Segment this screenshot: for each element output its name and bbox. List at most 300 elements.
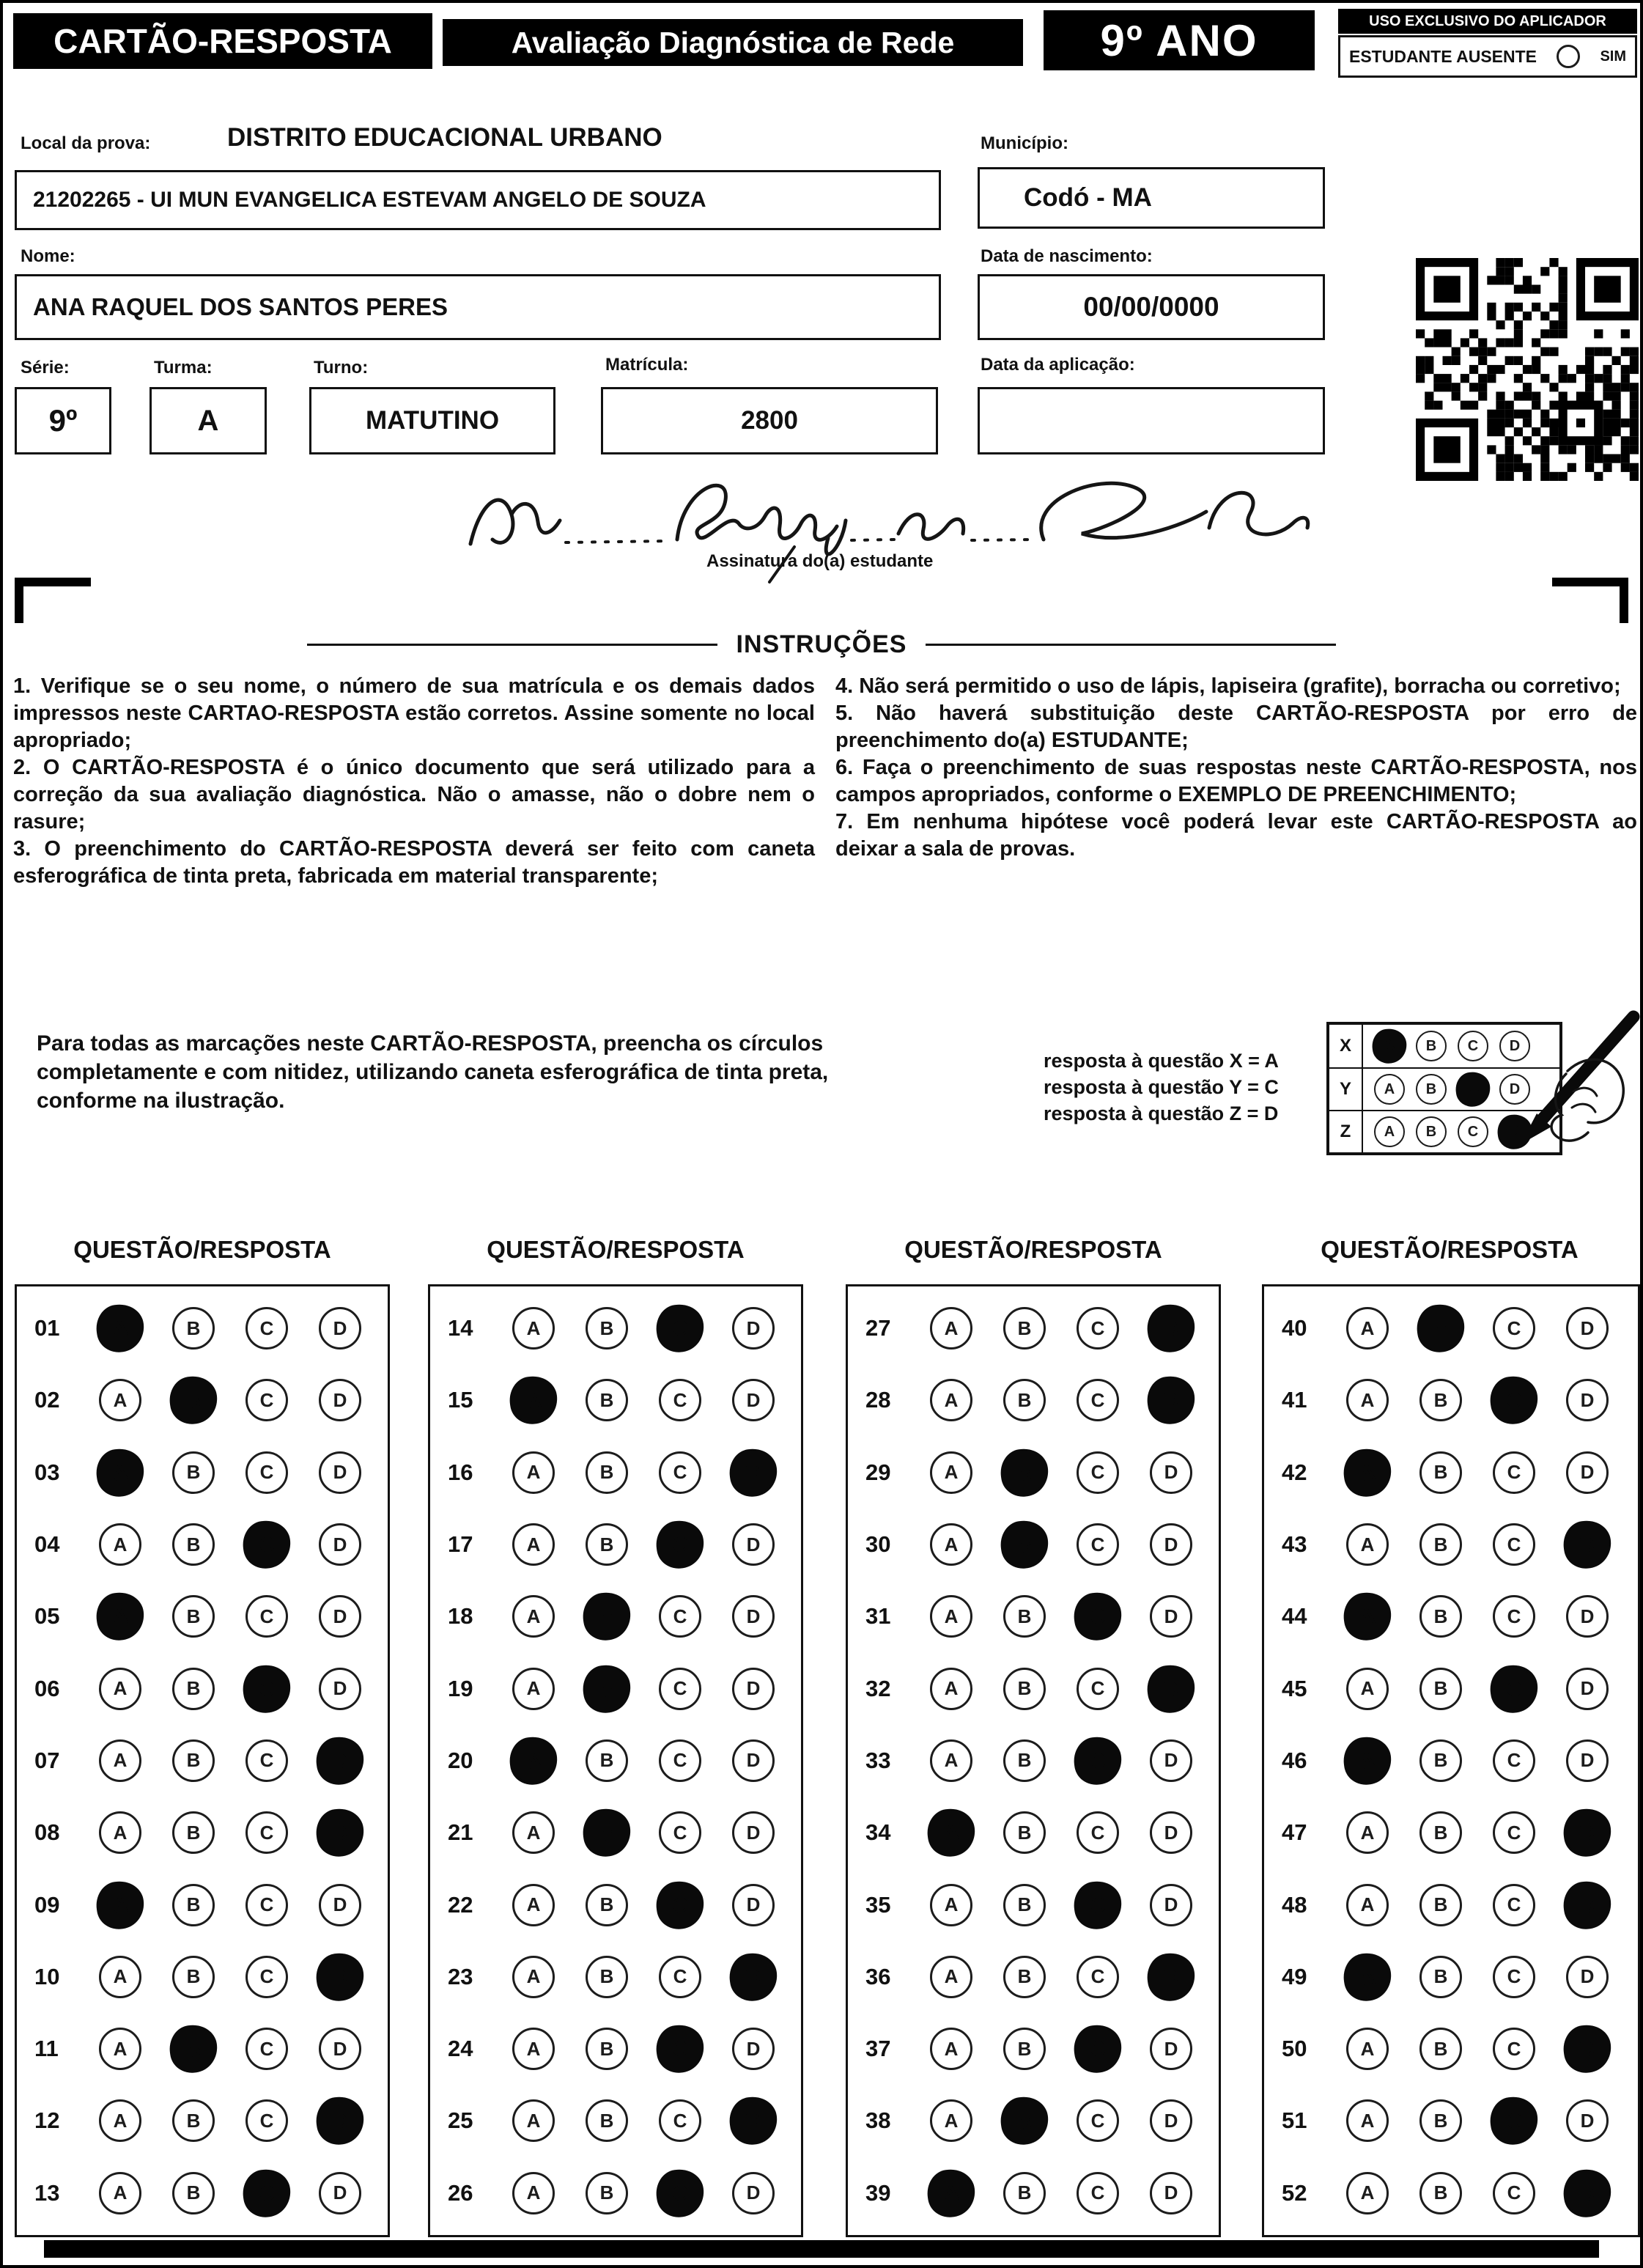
answer-bubble-19-B[interactable]: B [580,1662,633,1715]
answer-bubble-13-B[interactable]: B [172,2172,215,2214]
answer-bubble-32-D[interactable]: D [1144,1662,1197,1715]
question-number: 03 [34,1459,60,1485]
question-number: 17 [448,1531,473,1558]
answer-header-3: QUESTÃO/RESPOSTA [904,1236,1162,1263]
answer-bubble-24-A[interactable]: A [512,2028,555,2070]
answer-bubble-31-B[interactable]: B [1003,1595,1046,1638]
answer-bubble-20-C[interactable]: C [659,1739,701,1782]
answer-bubble-06-D[interactable]: D [319,1668,361,1710]
answer-bubble-26-D[interactable]: D [732,2172,775,2214]
answer-bubble-06-B[interactable]: B [172,1668,215,1710]
answer-bubble-44-A[interactable]: A [1340,1590,1394,1643]
answer-bubble-29-A[interactable]: A [930,1451,972,1494]
answer-bubble-28-B[interactable]: B [1003,1379,1046,1421]
example-bubble-Z-B[interactable]: B [1416,1116,1447,1147]
answer-bubble-50-B[interactable]: B [1419,2028,1462,2070]
question-number: 09 [34,1891,60,1918]
answer-bubble-02-B[interactable]: B [166,1374,220,1427]
answer-bubble-27-D[interactable]: D [1144,1301,1197,1355]
answer-bubble-08-B[interactable]: B [172,1811,215,1854]
answer-bubble-05-A[interactable]: A [93,1590,147,1643]
question-number: 12 [34,2107,60,2134]
answer-bubble-19-C[interactable]: C [659,1668,701,1710]
answer-bubble-52-A[interactable]: A [1346,2172,1389,2214]
answer-bubble-22-C[interactable]: C [653,1878,706,1932]
answer-bubble-38-D[interactable]: D [1150,2099,1192,2142]
answer-bubble-41-A[interactable]: A [1346,1379,1389,1421]
answer-bubble-51-A[interactable]: A [1346,2099,1389,2142]
answer-bubble-20-D[interactable]: D [732,1739,775,1782]
answer-bubble-18-C[interactable]: C [659,1595,701,1638]
example-bubble-X-A[interactable]: A [1370,1026,1408,1065]
answer-bubble-51-B[interactable]: B [1419,2099,1462,2142]
answer-bubble-17-B[interactable]: B [586,1523,628,1566]
question-row-49 [1264,1956,1638,1998]
question-row-02 [17,1379,388,1421]
example-bubble-Z-A[interactable]: A [1374,1116,1405,1147]
answer-bubble-09-D[interactable]: D [319,1884,361,1926]
answer-bubble-50-D[interactable]: D [1560,2022,1614,2075]
answer-bubble-38-A[interactable]: A [930,2099,972,2142]
answer-bubble-24-D[interactable]: D [732,2028,775,2070]
question-row-43 [1264,1523,1638,1566]
answer-bubble-08-C[interactable]: C [245,1811,288,1854]
answer-bubble-02-D[interactable]: D [319,1379,361,1421]
question-row-51 [1264,2099,1638,2142]
question-row-27 [848,1307,1219,1350]
question-row-16 [430,1451,801,1494]
question-number: 34 [865,1819,891,1846]
answer-bubble-47-B[interactable]: B [1419,1811,1462,1854]
divider-line-left [307,644,717,646]
instruction-item-4: 4. Não será permitido o uso de lápis, lapiseira (grafite), borracha ou corretivo; [835,674,1621,698]
example-bubble-Y-B[interactable]: B [1416,1074,1447,1105]
answer-bubble-30-D[interactable]: D [1150,1523,1192,1566]
question-row-28 [848,1379,1219,1421]
question-row-41 [1264,1379,1638,1421]
answer-bubble-51-C[interactable]: C [1487,2094,1540,2148]
answer-bubble-23-A[interactable]: A [512,1956,555,1998]
question-number: 23 [448,1963,473,1989]
answer-bubble-25-D[interactable]: D [726,2094,780,2148]
answer-bubble-10-C[interactable]: C [245,1956,288,1998]
answer-bubble-50-A[interactable]: A [1346,2028,1389,2070]
question-row-18 [430,1595,801,1638]
question-row-17 [430,1523,801,1566]
answer-bubble-39-A[interactable]: A [924,2166,978,2220]
answer-bubble-05-D[interactable]: D [319,1595,361,1638]
answer-bubble-40-C[interactable]: C [1493,1307,1535,1350]
answer-bubble-09-B[interactable]: B [172,1884,215,1926]
answer-bubble-28-D[interactable]: D [1144,1374,1197,1427]
answer-bubble-45-D[interactable]: D [1566,1668,1609,1710]
answer-bubble-07-C[interactable]: C [245,1739,288,1782]
answer-bubble-04-B[interactable]: B [172,1523,215,1566]
answer-bubble-27-B[interactable]: B [1003,1307,1046,1350]
answer-bubble-12-D[interactable]: D [313,2094,366,2148]
answer-bubble-45-C[interactable]: C [1487,1662,1540,1715]
example-bubble-Z-D[interactable]: D [1495,1112,1534,1151]
example-bubble-Y-C[interactable]: C [1453,1069,1492,1108]
aplicacao-label: Data da aplicação: [981,355,1135,375]
answer-bubble-35-C[interactable]: C [1071,1878,1124,1932]
question-row-21 [430,1811,801,1854]
nome-label: Nome: [21,246,75,266]
example-bubble-Z-C[interactable]: C [1458,1116,1488,1147]
answer-bubble-06-A[interactable]: A [99,1668,141,1710]
question-row-26 [430,2172,801,2214]
question-number: 16 [448,1459,473,1485]
answer-bubble-04-C[interactable]: C [240,1517,293,1571]
answer-bubble-39-D[interactable]: D [1150,2172,1192,2214]
example-legend-x: resposta à questão X = A [1044,1050,1279,1072]
answer-bubble-52-D[interactable]: D [1560,2166,1614,2220]
question-row-37 [848,2028,1219,2070]
answer-bubble-46-B[interactable]: B [1419,1739,1462,1782]
question-row-20 [430,1739,801,1782]
grade-badge: 9º ANO [1044,10,1315,70]
question-row-06 [17,1668,388,1710]
answer-bubble-33-B[interactable]: B [1003,1739,1046,1782]
answer-bubble-47-C[interactable]: C [1493,1811,1535,1854]
answer-bubble-31-D[interactable]: D [1150,1595,1192,1638]
corner-mark-left-vert [15,578,23,623]
corner-mark-right-vert [1620,578,1628,623]
answer-bubble-14-D[interactable]: D [732,1307,775,1350]
answer-bubble-40-B[interactable]: B [1414,1301,1467,1355]
answer-bubble-05-C[interactable]: C [245,1595,288,1638]
question-number: 02 [34,1387,60,1413]
answer-bubble-11-D[interactable]: D [319,2028,361,2070]
answer-bubble-49-C[interactable]: C [1493,1956,1535,1998]
qr-code [1416,258,1639,481]
question-number: 35 [865,1891,891,1918]
answer-bubble-18-A[interactable]: A [512,1595,555,1638]
answer-bubble-14-A[interactable]: A [512,1307,555,1350]
answer-bubble-23-B[interactable]: B [586,1956,628,1998]
answer-bubble-48-D[interactable]: D [1560,1878,1614,1932]
local-value: DISTRITO EDUCACIONAL URBANO [227,123,662,152]
answer-bubble-51-D[interactable]: D [1566,2099,1609,2142]
municipio-field: Codó - MA [978,167,1325,229]
answer-bubble-47-D[interactable]: D [1560,1806,1614,1860]
answer-bubble-16-D[interactable]: D [726,1446,780,1499]
answer-bubble-37-A[interactable]: A [930,2028,972,2070]
answer-bubble-13-C[interactable]: C [240,2166,293,2220]
question-number: 15 [448,1387,473,1413]
answer-bubble-06-C[interactable]: C [240,1662,293,1715]
answer-bubble-20-B[interactable]: B [586,1739,628,1782]
question-number: 30 [865,1531,891,1558]
answer-bubble-03-B[interactable]: B [172,1451,215,1494]
answer-bubble-42-D[interactable]: D [1566,1451,1609,1494]
answer-bubble-41-B[interactable]: B [1419,1379,1462,1421]
answer-bubble-27-A[interactable]: A [930,1307,972,1350]
answer-bubble-42-C[interactable]: C [1493,1451,1535,1494]
answer-bubble-19-D[interactable]: D [732,1668,775,1710]
example-bubble-Y-A[interactable]: A [1374,1074,1405,1105]
example-row-label: Z [1329,1111,1363,1152]
answer-bubble-45-A[interactable]: A [1346,1668,1389,1710]
question-row-52 [1264,2172,1638,2214]
municipio-label: Município: [981,133,1068,153]
answer-bubble-50-C[interactable]: C [1493,2028,1535,2070]
answer-bubble-36-C[interactable]: C [1077,1956,1119,1998]
answer-bubble-29-D[interactable]: D [1150,1451,1192,1494]
answer-bubble-33-A[interactable]: A [930,1739,972,1782]
answer-bubble-38-C[interactable]: C [1077,2099,1119,2142]
question-number: 32 [865,1675,891,1701]
answer-bubble-04-A[interactable]: A [99,1523,141,1566]
answer-bubble-41-D[interactable]: D [1566,1379,1609,1421]
answer-bubble-15-A[interactable]: A [506,1374,560,1427]
answer-bubble-10-A[interactable]: A [99,1956,141,1998]
answer-bubble-36-D[interactable]: D [1144,1950,1197,2003]
answer-bubble-43-D[interactable]: D [1560,1517,1614,1571]
question-row-01 [17,1307,388,1350]
answer-bubble-01-A[interactable]: A [93,1301,147,1355]
answer-bubble-33-C[interactable]: C [1071,1734,1124,1787]
answer-bubble-17-A[interactable]: A [512,1523,555,1566]
answer-bubble-02-A[interactable]: A [99,1379,141,1421]
answer-bubble-21-D[interactable]: D [732,1811,775,1854]
answer-bubble-26-A[interactable]: A [512,2172,555,2214]
answer-bubble-16-C[interactable]: C [659,1451,701,1494]
turno-field: MATUTINO [309,387,555,454]
instruction-item-1: 1. Verifique se o seu nome, o número de sua matrícula e os demais dados impressos neste CARTAO-RESPOSTA estão corretos. Assine somente no local apropriado; [13,674,815,752]
answer-bubble-10-B[interactable]: B [172,1956,215,1998]
answer-bubble-10-D[interactable]: D [313,1950,366,2003]
answer-bubble-14-B[interactable]: B [586,1307,628,1350]
answer-bubble-26-C[interactable]: C [653,2166,706,2220]
answer-bubble-36-B[interactable]: B [1003,1956,1046,1998]
answer-bubble-31-A[interactable]: A [930,1595,972,1638]
answer-bubble-32-B[interactable]: B [1003,1668,1046,1710]
answer-bubble-44-D[interactable]: D [1566,1595,1609,1638]
answer-bubble-23-C[interactable]: C [659,1956,701,1998]
example-row-label: Y [1329,1069,1363,1110]
answer-bubble-46-D[interactable]: D [1566,1739,1609,1782]
answer-bubble-17-D[interactable]: D [732,1523,775,1566]
answer-bubble-39-B[interactable]: B [1003,2172,1046,2214]
aplicador-panel [1338,9,1637,78]
local-label: Local da prova: [21,133,151,153]
question-row-05 [17,1595,388,1638]
answer-bubble-45-B[interactable]: B [1419,1668,1462,1710]
answer-bubble-23-D[interactable]: D [726,1950,780,2003]
answer-bubble-12-C[interactable]: C [245,2099,288,2142]
answer-bubble-40-A[interactable]: A [1346,1307,1389,1350]
answer-bubble-07-B[interactable]: B [172,1739,215,1782]
answer-bubble-18-B[interactable]: B [580,1590,633,1643]
answer-bubble-33-D[interactable]: D [1150,1739,1192,1782]
answer-bubble-15-B[interactable]: B [586,1379,628,1421]
answer-bubble-29-C[interactable]: C [1077,1451,1119,1494]
nascimento-label: Data de nascimento: [981,246,1153,266]
corner-mark-right [1552,578,1628,586]
question-row-08 [17,1811,388,1854]
answer-bubble-43-A[interactable]: A [1346,1523,1389,1566]
answer-bubble-39-C[interactable]: C [1077,2172,1119,2214]
instruction-item-5: 5. Não haverá substituição deste CARTÃO-RESPOSTA por erro de preenchimento do(a) ESTUDANTE; [835,702,1637,752]
answer-bubble-41-C[interactable]: C [1487,1374,1540,1427]
answer-bubble-02-C[interactable]: C [245,1379,288,1421]
example-legend-z: resposta à questão Z = D [1044,1102,1279,1124]
answer-bubble-05-B[interactable]: B [172,1595,215,1638]
answer-bubble-01-D[interactable]: D [319,1307,361,1350]
answer-bubble-31-C[interactable]: C [1071,1590,1124,1643]
answer-bubble-48-B[interactable]: B [1419,1884,1462,1926]
question-row-07 [17,1739,388,1782]
answer-bubble-01-C[interactable]: C [245,1307,288,1350]
answer-bubble-46-C[interactable]: C [1493,1739,1535,1782]
question-number: 04 [34,1531,60,1558]
answer-bubble-32-A[interactable]: A [930,1668,972,1710]
answer-bubble-32-C[interactable]: C [1077,1668,1119,1710]
answer-bubble-47-A[interactable]: A [1346,1811,1389,1854]
question-number: 06 [34,1675,60,1701]
question-number: 19 [448,1675,473,1701]
answer-bubble-52-C[interactable]: C [1493,2172,1535,2214]
absent-bubble[interactable] [1557,45,1580,68]
answer-bubble-16-B[interactable]: B [586,1451,628,1494]
question-number: 41 [1282,1387,1307,1413]
answer-bubble-42-A[interactable]: A [1340,1446,1394,1499]
instructions-divider [3,630,1640,659]
question-row-12 [17,2099,388,2142]
nascimento-field: 00/00/0000 [978,274,1325,340]
answer-bubble-14-C[interactable]: C [653,1301,706,1355]
turma-field: A [149,387,267,454]
answer-bubble-12-A[interactable]: A [99,2099,141,2142]
answer-bubble-15-D[interactable]: D [732,1379,775,1421]
answer-bubble-09-A[interactable]: A [93,1878,147,1932]
answer-header-2: QUESTÃO/RESPOSTA [487,1236,745,1263]
answer-bubble-49-D[interactable]: D [1566,1956,1609,1998]
answer-bubble-42-B[interactable]: B [1419,1451,1462,1494]
answer-bubble-07-D[interactable]: D [313,1734,366,1787]
answer-bubble-19-A[interactable]: A [512,1668,555,1710]
answer-bubble-03-D[interactable]: D [319,1451,361,1494]
question-number: 28 [865,1387,891,1413]
answer-bubble-21-C[interactable]: C [659,1811,701,1854]
answer-bubble-34-D[interactable]: D [1150,1811,1192,1854]
answer-bubble-25-A[interactable]: A [512,2099,555,2142]
answer-bubble-09-C[interactable]: C [245,1884,288,1926]
answer-bubble-36-A[interactable]: A [930,1956,972,1998]
answer-bubble-13-D[interactable]: D [319,2172,361,2214]
answer-bubble-37-D[interactable]: D [1150,2028,1192,2070]
answer-bubble-37-B[interactable]: B [1003,2028,1046,2070]
aplicador-bar: USO EXCLUSIVO DO APLICADOR [1338,9,1637,34]
question-number: 31 [865,1603,891,1630]
answer-bubble-34-A[interactable]: A [924,1806,978,1860]
question-number: 45 [1282,1675,1307,1701]
answer-bubble-30-A[interactable]: A [930,1523,972,1566]
answer-bubble-40-D[interactable]: D [1566,1307,1609,1350]
answer-bubble-48-C[interactable]: C [1493,1884,1535,1926]
answer-bubble-28-A[interactable]: A [930,1379,972,1421]
answer-bubble-03-C[interactable]: C [245,1451,288,1494]
answer-bubble-08-D[interactable]: D [313,1806,366,1860]
answer-bubble-11-A[interactable]: A [99,2028,141,2070]
example-bubble-Y-D[interactable]: D [1499,1074,1530,1105]
answer-bubble-01-B[interactable]: B [172,1307,215,1350]
answer-bubble-43-B[interactable]: B [1419,1523,1462,1566]
answer-bubble-07-A[interactable]: A [99,1739,141,1782]
answer-bubble-52-B[interactable]: B [1419,2172,1462,2214]
answer-bubble-12-B[interactable]: B [172,2099,215,2142]
answer-bubble-44-C[interactable]: C [1493,1595,1535,1638]
answer-bubble-13-A[interactable]: A [99,2172,141,2214]
answer-bubble-25-C[interactable]: C [659,2099,701,2142]
question-row-46 [1264,1739,1638,1782]
answer-bubble-16-A[interactable]: A [512,1451,555,1494]
answer-bubble-24-C[interactable]: C [653,2022,706,2075]
answer-bubble-11-C[interactable]: C [245,2028,288,2070]
answer-bubble-17-C[interactable]: C [653,1517,706,1571]
answer-bubble-20-A[interactable]: A [506,1734,560,1787]
answer-bubble-30-C[interactable]: C [1077,1523,1119,1566]
answer-bubble-35-A[interactable]: A [930,1884,972,1926]
question-number: 13 [34,2179,60,2206]
answer-bubble-35-D[interactable]: D [1150,1884,1192,1926]
question-number: 26 [448,2179,473,2206]
question-number: 44 [1282,1603,1307,1630]
answer-bubble-03-A[interactable]: A [93,1446,147,1499]
answer-bubble-22-A[interactable]: A [512,1884,555,1926]
answer-bubble-21-B[interactable]: B [580,1806,633,1860]
answer-bubble-04-D[interactable]: D [319,1523,361,1566]
example-bubble-X-C[interactable]: C [1458,1031,1488,1061]
question-row-30 [848,1523,1219,1566]
answer-bubble-34-C[interactable]: C [1077,1811,1119,1854]
answer-bubble-30-B[interactable]: B [997,1517,1051,1571]
question-number: 50 [1282,2036,1307,2062]
answer-bubble-28-C[interactable]: C [1077,1379,1119,1421]
answer-bubble-49-A[interactable]: A [1340,1950,1394,2003]
example-bubble-X-D[interactable]: D [1499,1031,1530,1061]
answer-bubble-38-B[interactable]: B [997,2094,1051,2148]
answer-bubble-25-B[interactable]: B [586,2099,628,2142]
answer-bubble-18-D[interactable]: D [732,1595,775,1638]
answer-bubble-37-C[interactable]: C [1071,2022,1124,2075]
answer-bubble-26-B[interactable]: B [586,2172,628,2214]
answer-bubble-46-A[interactable]: A [1340,1734,1394,1787]
answer-bubble-29-B[interactable]: B [997,1446,1051,1499]
answer-bubble-48-A[interactable]: A [1346,1884,1389,1926]
answer-bubble-21-A[interactable]: A [512,1811,555,1854]
question-number: 25 [448,2107,473,2134]
question-row-11 [17,2028,388,2070]
answer-bubble-11-B[interactable]: B [166,2022,220,2075]
answer-bubble-08-A[interactable]: A [99,1811,141,1854]
answer-bubble-43-C[interactable]: C [1493,1523,1535,1566]
answer-bubble-15-C[interactable]: C [659,1379,701,1421]
answer-column-3 [846,1284,1221,2237]
answer-header-4: QUESTÃO/RESPOSTA [1321,1236,1579,1263]
answer-bubble-35-B[interactable]: B [1003,1884,1046,1926]
answer-bubble-24-B[interactable]: B [586,2028,628,2070]
answer-bubble-22-D[interactable]: D [732,1884,775,1926]
answer-bubble-34-B[interactable]: B [1003,1811,1046,1854]
answer-bubble-44-B[interactable]: B [1419,1595,1462,1638]
answer-bubble-49-B[interactable]: B [1419,1956,1462,1998]
answer-bubble-27-C[interactable]: C [1077,1307,1119,1350]
example-bubble-X-B[interactable]: B [1416,1031,1447,1061]
instructions-title: INSTRUÇÕES [736,630,907,658]
answer-bubble-22-B[interactable]: B [586,1884,628,1926]
